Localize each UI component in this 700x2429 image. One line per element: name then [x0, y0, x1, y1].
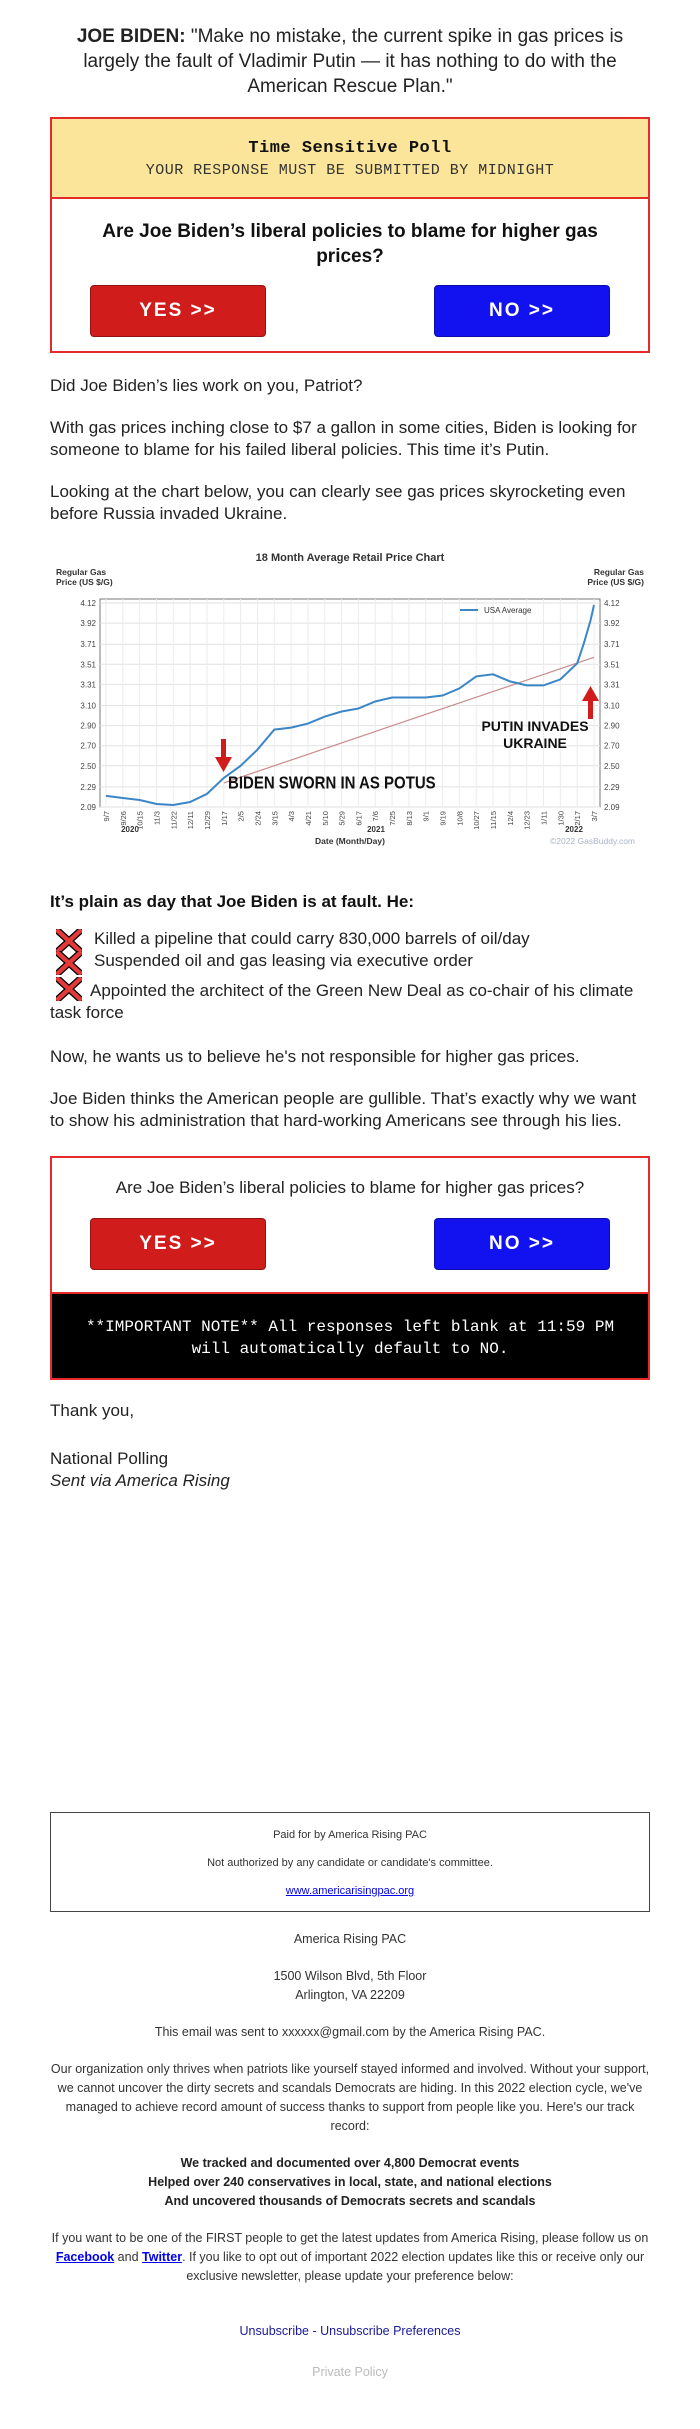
- y-tick-label-left: 2.70: [80, 741, 96, 751]
- y-tick-label-right: 2.50: [604, 761, 620, 771]
- x-tick-label: 9/1: [421, 811, 431, 822]
- y-tick-label-left: 3.71: [80, 640, 96, 650]
- x-tick-label: 9/19: [438, 811, 448, 826]
- fault-heading: It’s plain as day that Joe Biden is at fault. He:: [50, 892, 415, 911]
- y-tick-label-right: 3.31: [604, 680, 620, 690]
- footer-record-1: We tracked and documented over 4,800 Democrat events: [180, 2156, 520, 2170]
- y-tick-label-right: 2.29: [604, 782, 620, 792]
- disclaimer-box: [50, 1812, 650, 1912]
- x-tick-label: 1/11: [539, 811, 549, 826]
- chart-year-2020: 2020: [121, 825, 139, 834]
- x-tick-label: 5/29: [337, 811, 347, 826]
- annotation-putin-line1: PUTIN INVADES: [481, 718, 589, 734]
- x-tick-label: 7/6: [371, 811, 381, 822]
- chart-credit: ©2022 GasBuddy.com: [549, 836, 635, 846]
- y-tick-label-right: 3.92: [604, 619, 620, 629]
- footer-record-3: And uncovered thousands of Democrats secrets and scandals: [164, 2194, 536, 2208]
- x-tick-label: 3/15: [270, 811, 280, 826]
- list-item-text: Suspended oil and gas leasing via executive order: [94, 951, 473, 970]
- chart-x-ticks: [102, 811, 599, 830]
- y-tick-label-right: 3.51: [604, 660, 620, 670]
- y-tick-label-left: 2.09: [80, 803, 96, 812]
- y-tick-label-right: 3.71: [604, 640, 620, 650]
- y-tick-label-right: 2.09: [604, 803, 620, 812]
- footer-follow-post: . If you like to opt out of important 2022 election updates like this or receive only our exclusive newsletter, please update your preference below:: [182, 2250, 645, 2283]
- x-tick-label: 10/15: [135, 811, 145, 830]
- chart-title: 18 Month Average Retail Price Chart: [255, 552, 445, 564]
- footer-mission: Our organization only thrives when patriots like yourself stayed informed and involved. Without your support, we cannot uncover the dirty secrets and scandals Democrats are hiding. In this 2022 election cycle, we've managed to achieve record amount of success thanks to support from people like you. Here's our track record:: [50, 2062, 650, 2133]
- gas-price-chart: [50, 547, 650, 847]
- chart-ylabel-right: Regular Gas Price (US $/G): [587, 567, 644, 587]
- footer-address-line2: Arlington, VA 22209: [295, 1988, 405, 2002]
- footer-follow-pre: If you want to be one of the FIRST people to get the latest updates from America Rising, please follow us on: [51, 2231, 649, 2245]
- chart-year-2022: 2022: [565, 825, 583, 834]
- x-tick-label: 3/7: [590, 811, 599, 822]
- x-tick-label: 2/17: [573, 811, 583, 826]
- y-tick-label-left: 2.29: [80, 782, 96, 792]
- x-tick-label: 11/22: [169, 811, 179, 830]
- x-tick-label: 10/27: [472, 811, 482, 830]
- quote-speaker: JOE BIDEN:: [76, 26, 186, 47]
- chart-xlabel: Date (Month/Day): [315, 836, 385, 846]
- paragraph-gas-prices: With gas prices inching close to $7 a gallon in some cities, Biden is looking for someone to blame for his failed liberal policies. This time it’s Putin.: [50, 418, 637, 459]
- x-tick-label: 12/29: [202, 811, 212, 830]
- footer-sent-to: This email was sent to xxxxxx@gmail.com by the America Rising PAC.: [154, 2025, 546, 2039]
- list-item-text: Appointed the architect of the Green New Deal as co-chair of his climate task force: [50, 981, 634, 1022]
- annotation-putin-line2: UKRAINE: [503, 735, 567, 751]
- x-tick-label: 1/17: [219, 811, 229, 826]
- x-tick-label: 8/13: [404, 811, 414, 826]
- privacy-policy-link[interactable]: Private Policy: [312, 2365, 388, 2379]
- annotation-biden: BIDEN SWORN IN AS POTUS: [228, 773, 436, 793]
- poll-question-2: Are Joe Biden’s liberal policies to blame for higher gas prices?: [115, 1178, 585, 1197]
- y-tick-label-left: 3.31: [80, 680, 96, 690]
- x-tick-label: 12/11: [186, 811, 196, 830]
- x-tick-label: 12/23: [522, 811, 532, 830]
- poll-banner: [52, 119, 648, 199]
- facebook-link[interactable]: Facebook: [55, 2250, 115, 2264]
- paragraph-patriot: Did Joe Biden’s lies work on you, Patriot?: [50, 376, 363, 395]
- website-link[interactable]: www.americarisingpac.org: [285, 1885, 415, 1897]
- paid-for-text: Paid for by America Rising PAC: [273, 1829, 427, 1841]
- x-mark-icon: [56, 977, 82, 1001]
- y-tick-label-left: 3.51: [80, 660, 96, 670]
- paragraph-chart-intro: Looking at the chart below, you can clearly see gas prices skyrocketing even before Russia invaded Ukraine.: [50, 482, 626, 523]
- poll-subtitle: YOUR RESPONSE MUST BE SUBMITTED BY MIDNIGHT: [145, 162, 555, 179]
- no-button[interactable]: NO >>: [434, 285, 610, 337]
- footer: [50, 1930, 650, 2382]
- x-tick-label: 11/15: [489, 811, 499, 830]
- quote-text: "Make no mistake, the current spike in gas prices is largely the fault of Vladimir Putin — it has nothing to do with the American Rescue Plan.": [83, 26, 624, 97]
- no-button-2[interactable]: NO >>: [434, 1218, 610, 1270]
- x-tick-label: 2/5: [236, 811, 246, 822]
- opening-quote: [50, 0, 650, 99]
- fault-list: [50, 928, 650, 1024]
- chart-year-2021: 2021: [367, 825, 385, 834]
- x-tick-label: 9/7: [102, 811, 111, 822]
- y-tick-label-left: 2.90: [80, 721, 96, 731]
- twitter-link[interactable]: Twitter: [142, 2250, 183, 2264]
- x-tick-label: 5/10: [320, 811, 330, 826]
- footer-record-2: Helped over 240 conservatives in local, state, and national elections: [148, 2175, 552, 2189]
- y-tick-label-left: 2.50: [80, 761, 96, 771]
- list-item: [50, 950, 650, 972]
- footer-org: America Rising PAC: [293, 1932, 407, 1946]
- y-tick-label-left: 3.92: [80, 619, 96, 629]
- x-tick-label: 7/25: [388, 811, 398, 826]
- signoff-thanks: Thank you,: [50, 1401, 135, 1420]
- poll-box-2: [50, 1156, 650, 1380]
- x-tick-label: 6/17: [354, 811, 364, 826]
- x-tick-label: 11/3: [152, 811, 162, 826]
- y-tick-label-left: 4.12: [80, 599, 96, 608]
- yes-button-2[interactable]: YES >>: [90, 1218, 266, 1270]
- list-item: [50, 928, 650, 950]
- list-item: [50, 972, 650, 1024]
- not-authorized-text: Not authorized by any candidate or candidate's committee.: [207, 1857, 493, 1869]
- signoff-sent-via: Sent via America Rising: [50, 1471, 230, 1490]
- poll-buttons: [52, 283, 648, 351]
- poll-question: Are Joe Biden’s liberal policies to blame for higher gas prices?: [102, 221, 598, 267]
- paragraph-gullible: Joe Biden thinks the American people are gullible. That’s exactly why we want to show his administration that hard-working Americans see through his lies.: [50, 1089, 637, 1130]
- poll-buttons-2: [52, 1198, 648, 1292]
- x-tick-label: 12/4: [505, 811, 515, 826]
- yes-button[interactable]: YES >>: [90, 285, 266, 337]
- unsubscribe-link[interactable]: Unsubscribe - Unsubscribe Preferences: [239, 2324, 461, 2338]
- list-item-text: Killed a pipeline that could carry 830,000 barrels of oil/day: [94, 929, 530, 948]
- signoff-name: National Polling: [50, 1449, 169, 1468]
- poll-title: Time Sensitive Poll: [248, 139, 452, 158]
- x-tick-label: 2/24: [253, 811, 263, 826]
- y-tick-label-right: 4.12: [604, 599, 620, 608]
- x-tick-label: 4/3: [287, 811, 297, 822]
- footer-address-line1: 1500 Wilson Blvd, 5th Floor: [273, 1969, 427, 1983]
- poll-box: [50, 117, 650, 353]
- footer-follow: [50, 2229, 650, 2286]
- y-tick-label-right: 2.70: [604, 741, 620, 751]
- important-note: **IMPORTANT NOTE** All responses left blank at 11:59 PM will automatically default to NO.: [52, 1292, 648, 1378]
- x-tick-label: 1/30: [556, 811, 566, 826]
- y-tick-label-right: 2.90: [604, 721, 620, 731]
- x-tick-label: 4/21: [303, 811, 313, 826]
- y-tick-label-right: 3.10: [604, 701, 620, 711]
- footer-follow-and: and: [114, 2250, 143, 2264]
- poll-body: [52, 199, 648, 283]
- chart-ylabel-left: Regular Gas Price (US $/G): [56, 567, 113, 587]
- chart-legend-label: USA Average: [484, 606, 532, 615]
- x-tick-label: 9/26: [118, 811, 128, 826]
- paragraph-not-responsible: Now, he wants us to believe he's not responsible for higher gas prices.: [50, 1047, 580, 1066]
- x-tick-label: 10/8: [455, 811, 465, 826]
- y-tick-label-left: 3.10: [80, 701, 96, 711]
